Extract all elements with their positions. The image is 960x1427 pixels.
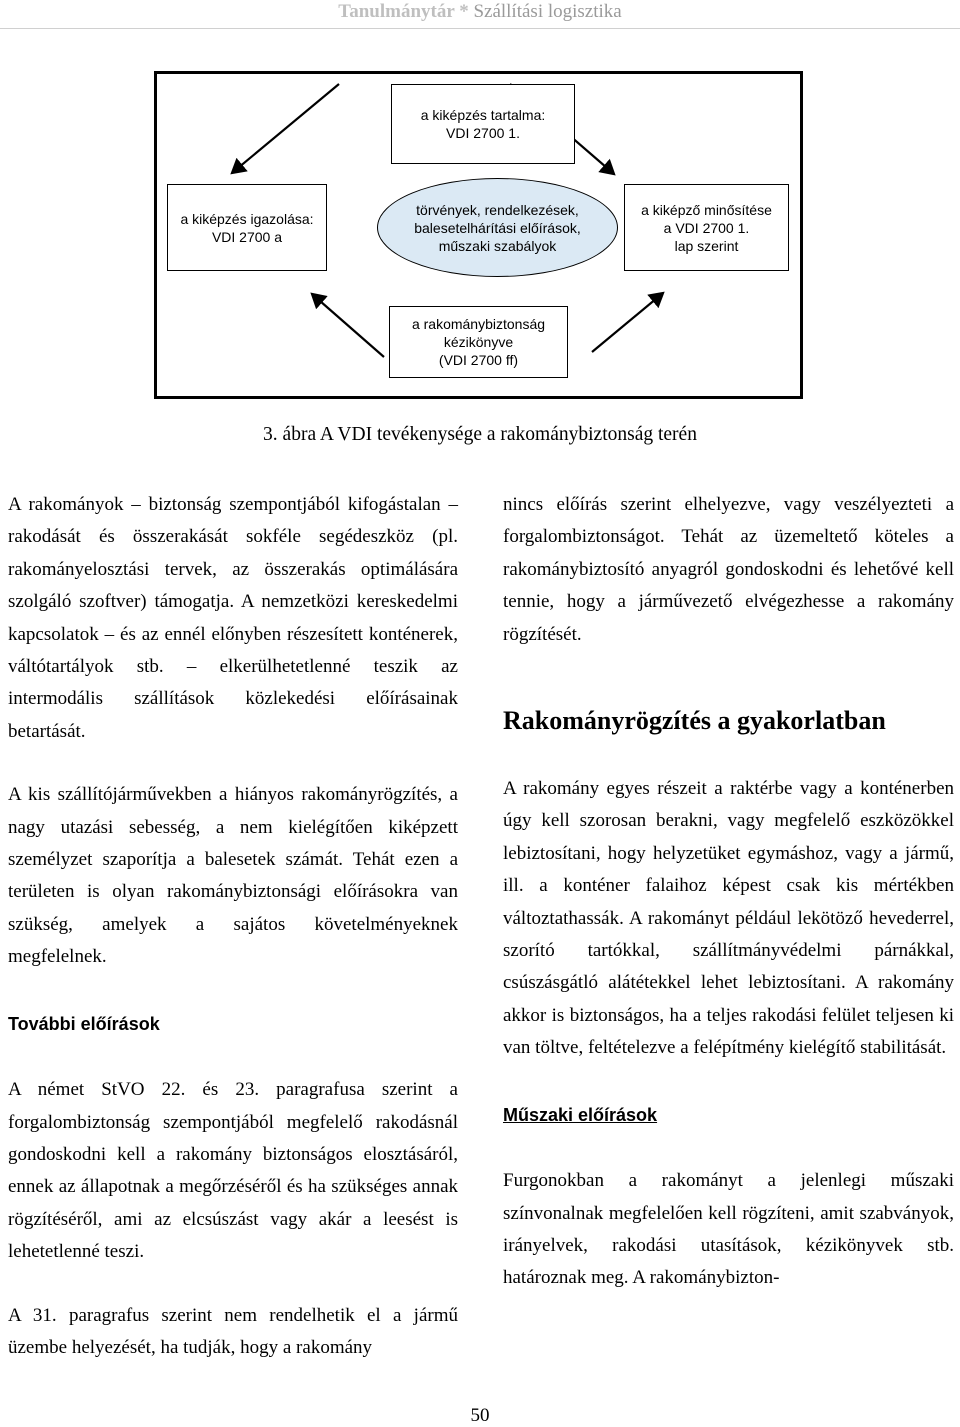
box-trainer-qualification-line1: a kiképző minősítése: [641, 201, 772, 218]
box-training-content: [391, 84, 575, 164]
box-trainer-qualification: [624, 184, 789, 271]
arrow-bottom-left: [312, 294, 384, 357]
ellipse-regulations-line3: műszaki szabályok: [438, 237, 557, 254]
box-training-content-line2: VDI 2700 1.: [446, 125, 520, 141]
left-paragraph-3: A német StVO 22. és 23. paragrafusa szerint a forgalombiztonság szempontjából megfelelő rakodásnál gondoskodni kell a rakomány biztonságos elosztásáról, ennek az állapotnak a megőrzéséről és ha szükséges annak rögzítéséről, ami az elcsúszást vagy akár a leesést is lehetetlenné teszi.: [8, 1079, 458, 1263]
left-paragraph-4: A 31. paragrafus szerint nem rendelhetik el a jármű üzembe helyezését, ha tudják, hogy a rakomány: [8, 1304, 458, 1358]
page-number: 50: [470, 1405, 490, 1426]
arrow-bottom-right: [592, 293, 663, 352]
header-brand: Tanulmánytár: [338, 1, 455, 22]
section-heading-further-regulations: További előírások: [8, 1013, 160, 1034]
figure-caption: 3. ábra A VDI tevékenysége a rakománybiztonság terén: [263, 424, 697, 445]
box-cargo-handbook-line2: kézikönyve: [443, 334, 514, 350]
left-paragraph-1: A rakományok – biztonság szempontjából kifogástalan – rakodását és összerakását sokféle segédeszköz (pl. rakományelosztási tervek, az összerakás optimálására szolgáló szoftver) támogatja. A nemzetközi kereskedelmi kapcsolatok – és az ennél előnyben részesített konténerek, váltótartályok stb. – elkerülhetetlenné teszik az intermodális szállítások közlekedési előírásainak betartását.: [8, 494, 458, 742]
right-paragraph-1: nincs előírás szerint elhelyezve, vagy veszélyezteti a forgalombiztonságot. Tehát az üzemeltető köteles a rakománybiztosító anyagról gondoskodni és lehetővé kell tennie, hogy a járművezető elvégezhesse a rakomány rögzítését.: [503, 494, 954, 645]
ellipse-regulations: [377, 178, 618, 277]
left-paragraph-2: A kis szállítójárművekben a hiányos rakományrögzítés, a nagy utazási sebesség, a nem kielégítően kiképzett személyzet szaporítja a balesetek számát. Tehát ezen a területen is olyan rakománybiztonsági előírásokra van szükség, amelyek a sajátos követelményeknek megfelelnek.: [8, 784, 458, 968]
running-header: [0, 0, 960, 24]
right-paragraph-2: A rakomány egyes részeit a raktérbe vagy a konténerben úgy kell szorosan berakni, vagy megfelelő eszközökkel lebiztosítani, hogy helyzetüket egymáshoz, vagy a jármű, ill. a konténer falaihoz képest csak kis mértékben változtathassák. A rakományt például lekötöző hevederrel, szorító tartókkal, szállítmányvédelmi párnákkal, csúszásgátló alátétekkel lehet lebiztosítani. A rakomány akkor is biztonságos, ha a teljes rakodási felület teljesen ki van töltve, feltételezve a felépítmény kielégítő stabilitását.: [503, 778, 954, 1059]
header-rule: [0, 28, 960, 29]
ellipse-regulations-line2: balesetelhárítási előírások,: [414, 219, 581, 236]
left-column: [8, 489, 458, 1364]
header-separator: *: [454, 1, 474, 22]
box-trainer-qualification-line2: a VDI 2700 1.: [663, 219, 750, 236]
arrow-top-left: [232, 84, 339, 173]
box-cargo-handbook-line1: a rakománybiztonság: [411, 316, 546, 332]
vdi-diagram: [154, 71, 803, 399]
box-training-content-line1: a kiképzés tartalma:: [420, 107, 546, 123]
header-topic: Szállítási logisztika: [473, 1, 622, 22]
box-cargo-handbook: [389, 306, 568, 378]
right-paragraph-3: Furgonokban a rakományt a jelenlegi műszaki színvonalnak megfelelően kell rögzíteni, amit szabványok, irányelvek, rakodási utasítások, kézikönyvek stb. határoznak meg. A rakománybizton-: [503, 1170, 954, 1289]
box-cargo-handbook-line3: (VDI 2700 ff): [438, 352, 519, 368]
right-column: [503, 489, 954, 1295]
box-training-certificate-line2: VDI 2700 a: [211, 228, 283, 245]
section-heading-cargo-securing: Rakományrögzítés a gyakorlatban: [503, 706, 886, 736]
ellipse-regulations-line1: törvények, rendelkezések,: [416, 201, 579, 218]
section-heading-technical-regulations: Műszaki előírások: [503, 1104, 658, 1125]
box-trainer-qualification-line3: lap szerint: [674, 237, 739, 254]
box-training-certificate: [167, 184, 327, 271]
box-training-certificate-line1: a kiképzés igazolása:: [180, 210, 314, 227]
